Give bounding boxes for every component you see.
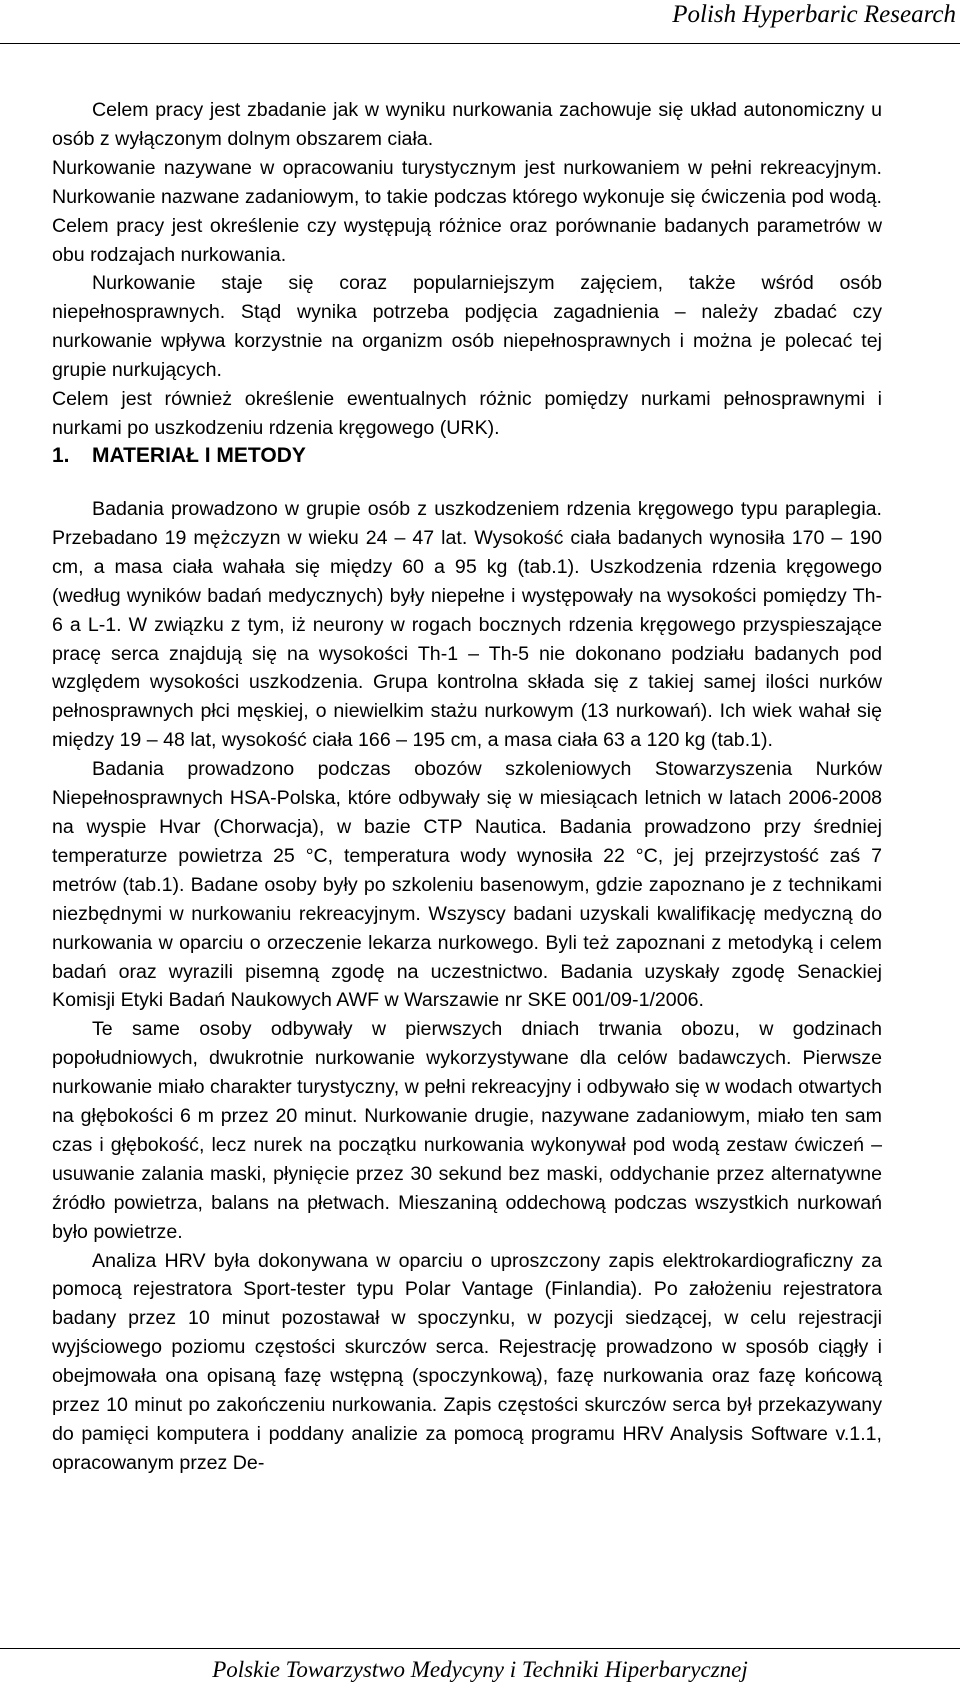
methods-paragraph-hrv: Analiza HRV była dokonywana w oparciu o uproszczony zapis elektrokardiograficzny za pomocą rejestratora Sport-tester typu Polar Vantage (Finlandia). Po założeniu rejestratora badany przez 10 minut pozostawał w spoczynku, w pozycji siedzącej, w celu rejestracji wyjściowego poziomu częstości skurczów serca. Rejestrację prowadzono w sposób ciągły i obejmowała ona opisaną fazę wstępną (spoczynkową), fazę nurkowania oraz fazę końcową przez 10 minut po zakończeniu nurkowania. Zapis częstości skurczów serca był przekazywany do pamięci komputera i poddany analizie za pomocą programu HRV Analysis Software v.1.1, opracowanym przez De- xyxy=(52,1249,882,1474)
section-heading xyxy=(52,441,306,471)
intro-paragraph-aim: Celem pracy jest zbadanie jak w wyniku nurkowania zachowuje się układ autonomiczny u osób z wyłączonym dolnym obszarem ciała. xyxy=(52,99,882,150)
society-footer: Polskie Towarzystwo Medycyny i Techniki Hiperbarycznej xyxy=(212,1657,748,1682)
methods-section xyxy=(52,495,882,1478)
intro-paragraph-secondary-aim: Celem jest również określenie ewentualnych różnic pomiędzy nurkami pełnosprawnymi i nurkami po uszkodzeniu rdzenia kręgowego (URK). xyxy=(52,388,882,439)
intro-paragraph-definitions: Nurkowanie nazywane w opracowaniu turystycznym jest nurkowaniem w pełni rekreacyjnym. Nurkowanie nazwane zadaniowym, to takie podczas którego wykonuje się ćwiczenia pod wodą. Celem pracy jest określenie czy występują różnice oraz porównanie badanych parametrów w obu rodzajach nurkowania. xyxy=(52,156,882,266)
header-divider xyxy=(0,43,960,44)
section-title: MATERIAŁ I METODY xyxy=(92,444,306,467)
section-number: 1. xyxy=(52,444,70,467)
intro-paragraph-motivation: Nurkowanie staje się coraz popularniejszym zajęciem, także wśród osób niepełnosprawnych. Stąd wynika potrzeba podjęcia zagadnienia – należy zbadać czy nurkowanie wpływa korzystnie na organizm osób niepełnosprawnych i można je polecać tej grupie nurkujących. xyxy=(52,272,882,382)
intro-section xyxy=(52,96,882,443)
methods-paragraph-setting: Badania prowadzono podczas obozów szkoleniowych Stowarzyszenia Nurków Niepełnosprawnych HSA-Polska, które odbywały się w miesiącach letnich w latach 2006-2008 na wyspie Hvar (Chorwacja), w bazie CTP Nautica. Badania prowadzono przy średniej temperaturze powietrza 25 °C, temperatura wody wynosiła 22 °C, jej przejrzystość zaś 7 metrów (tab.1). Badane osoby były po szkoleniu basenowym, gdzie zapoznano je z technikami niezbędnymi w nurkowaniu rekreacyjnym. Wszyscy badani uzyskali kwalifikację medyczną do nurkowania w oparciu o orzeczenie lekarza nurkowego. Byli też zapoznani z metodyką i celem badań oraz wyrazili pisemną zgodę na uczestnictwo. Badania uzyskały zgodę Senackiej Komisji Etyki Badań Naukowych AWF w Warszawie nr SKE 001/09-1/2006. xyxy=(52,758,882,1012)
methods-paragraph-dives: Te same osoby odbywały w pierwszych dniach trwania obozu, w godzinach popołudniowych, dwukrotnie nurkowanie wykorzystywane dla celów badawczych. Pierwsze nurkowanie miało charakter turystyczny, w pełni rekreacyjny i odbywało się w wodach otwartych na głębokości 6 m przez 20 minut. Nurkowanie drugie, nazywane zadaniowym, miało ten sam czas i głębokość, lecz nurek na początku nurkowania wykonywał pod wodą zestaw ćwiczeń – usuwanie zalania maski, płynięcie przez 30 sekund bez maski, oddychanie przez alternatywne źródło powietrza, balans na płetwach. Mieszaniną oddechową podczas wszystkich nurkowań było powietrze. xyxy=(52,1018,882,1243)
journal-header: Polish Hyperbaric Research xyxy=(672,1,956,28)
methods-paragraph-subjects: Badania prowadzono w grupie osób z uszkodzeniem rdzenia kręgowego typu paraplegia. Przebadano 19 mężczyzn w wieku 24 – 47 lat. Wysokość ciała badanych wynosiła 170 – 190 cm, a masa ciała wahała się między 60 a 95 kg (tab.1). Uszkodzenia rdzenia kręgowego (według wyników badań medycznych) były niepełne i występowały na wysokości pomiędzy Th-6 a L-1. W związku z tym, iż neurony w rogach bocznych rdzenia kręgowego przyspieszające pracę serca znajdują się na wysokości Th-1 – Th-5 nie dokonano podziału badanych pod względem wysokości uszkodzenia. Grupa kontrolna składa się z takiej samej ilości nurków pełnosprawnych płci męskiej, o niewielkim stażu nurkowym (13 nurkowań). Ich wiek wahał się między 19 – 48 lat, wysokość ciała 166 – 195 cm, a masa ciała 63 a 120 kg (tab.1). xyxy=(52,498,882,752)
footer-divider xyxy=(0,1648,960,1649)
